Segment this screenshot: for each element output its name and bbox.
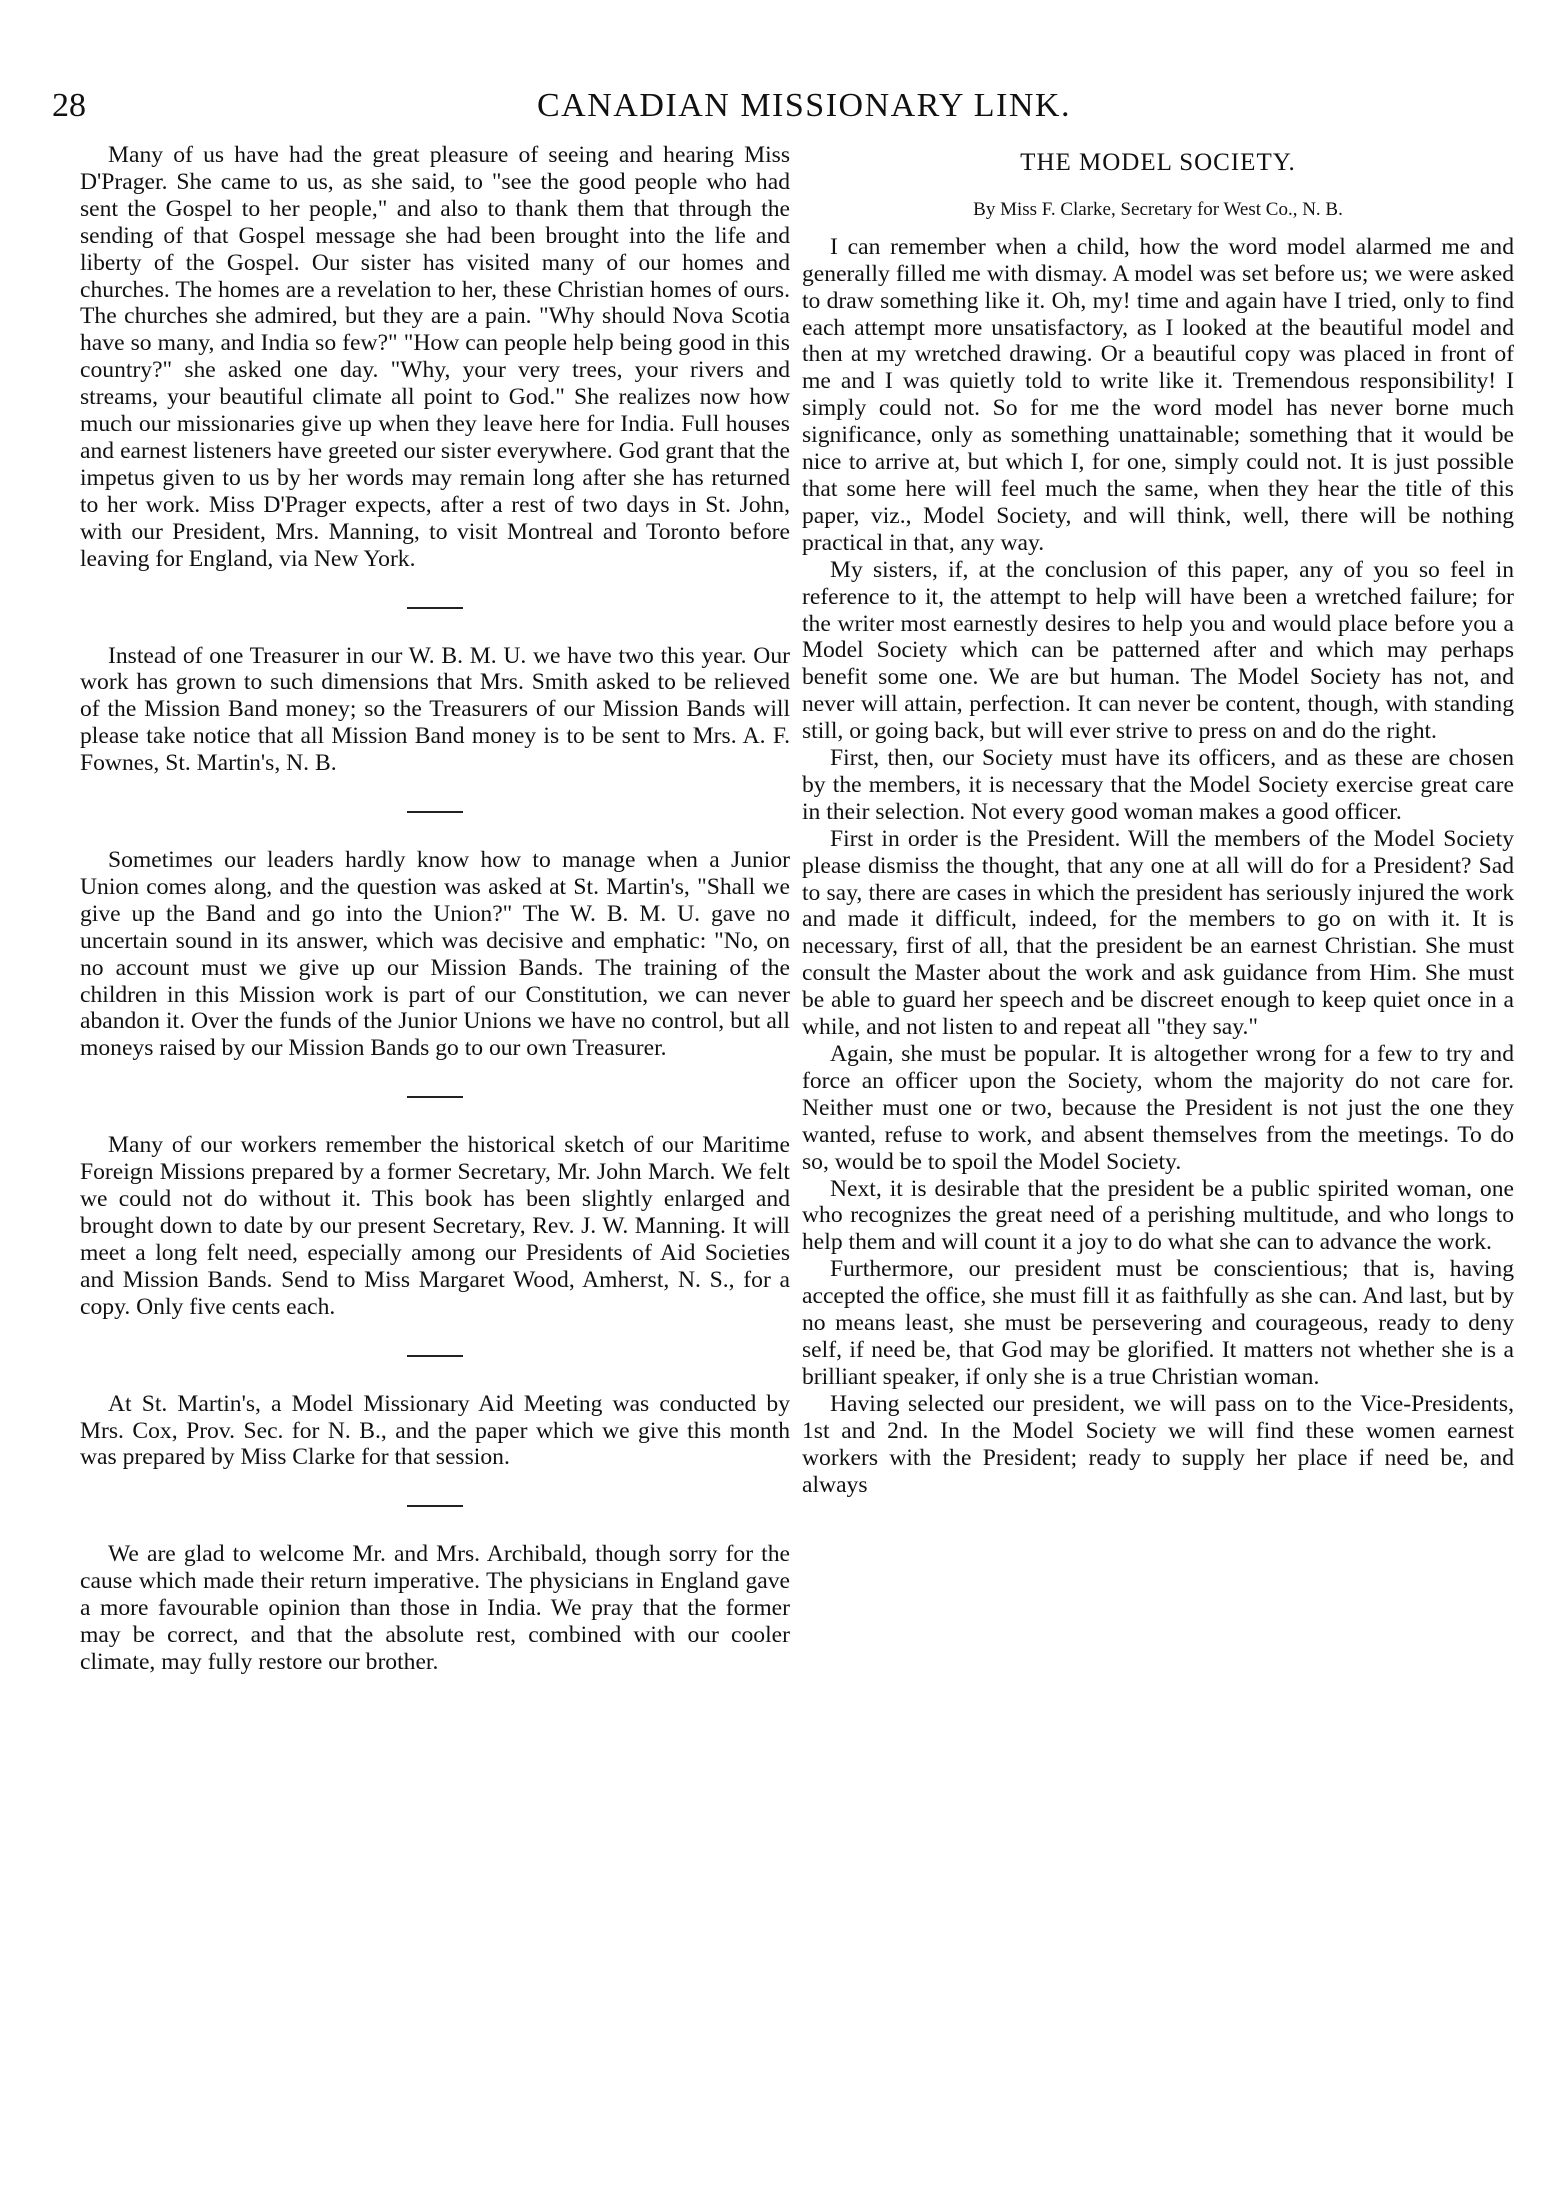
section-divider (407, 607, 463, 609)
page-header (52, 86, 1516, 142)
document-page (52, 86, 1516, 2166)
right-column (802, 142, 1514, 1498)
article-paragraph: Again, she must be popular. It is altogether wrong for a few to try and force an officer upon the Society, whom the majority do not care for. Neither must one or two, because the President is not just the one they wanted, refuse to work, and absent themselves from the meetings. To do so, would be to spoil the Model Society. (802, 1041, 1514, 1175)
article-paragraph: Next, it is desirable that the president be a public spirited woman, one who recognizes the great need of a perishing multitude, and who longs to help them and will count it a joy to do what she can to advance the work. (802, 1175, 1514, 1256)
running-title: CANADIAN MISSIONARY LINK. (537, 87, 1071, 124)
article-paragraph: Having selected our president, we will pass on to the Vice-Presidents, 1st and 2nd. In the Model Society we will find these women earnest workers with the President; ready to supply her place if need be, and always (802, 1390, 1514, 1498)
article-paragraph: I can remember when a child, how the word model alarmed me and generally filled me with dismay. A model was set before us; we were asked to draw something like it. Oh, my! time and again have I tried, only to find each attempt more unsatisfactory, as I looked at the beautiful model and then at my wretched drawing. Or a beautiful copy was placed in front of me and I was quietly told to write like it. Tremendous responsibility! I simply could not. So for me the word model has never borne much significance, only as something unattainable; something that it would be nice to arrive at, but which I, for one, simply could not. It is just possible that some here will feel much the same, when they hear the title of this paper, viz., Model Society, and will think, well, there will be nothing practical in that, any way. (802, 233, 1514, 556)
section-divider (407, 1096, 463, 1098)
news-item: Sometimes our leaders hardly know how to manage when a Junior Union comes along, and the question was asked at St. Martin's, "Shall we give up the Band and go into the Union?" The W. B. M. U. gave no uncertain sound in its answer, which was decisive and emphatic: "No, on no account must we give up our Mission Bands. The training of the children in this Mission work is part of our Constitution, we can never abandon it. Over the funds of the Junior Unions we have no control, but all moneys raised by our Mission Bands go to our own Treasurer. (80, 847, 790, 1062)
section-divider (407, 1505, 463, 1507)
article-title: THE MODEL SOCIETY. (1020, 149, 1296, 176)
section-divider (407, 811, 463, 813)
article-paragraph: First, then, our Society must have its officers, and as these are chosen by the members, it is necessary that the Model Society exercise great care in their selection. Not every good woman makes a good officer. (802, 745, 1514, 825)
article-paragraph: My sisters, if, at the conclusion of this paper, any of you so feel in reference to it, the attempt to help will have been a wretched failure; for the writer most earnestly desires to help you and would place before you a Model Society which can be patterned after and which may perhaps benefit some one. We are but human. The Model Society has not, and never will attain, perfection. It can never be content, though, with standing still, or going back, but will ever strive to press on and do the right. (802, 556, 1514, 745)
news-item: Many of our workers remember the historical sketch of our Maritime Foreign Missions prepared by a former Secretary, Mr. John March. We felt we could not do without it. This book has been slightly enlarged and brought down to date by our present Secretary, Rev. J. W. Manning. It will meet a long felt need, especially among our Presidents of Aid Societies and Mission Bands. Send to Miss Margaret Wood, Amherst, N. S., for a copy. Only five cents each. (80, 1132, 790, 1320)
page-number: 28 (52, 87, 86, 124)
article-paragraph: First in order is the President. Will the members of the Model Society please dismiss the thought, that any one at all will do for a President? Sad to say, there are cases in which the president has seriously injured the work and made it difficult, indeed, for the members to go on with it. It is necessary, first of all, that the president be an earnest Christian. She must consult the Master about the work and ask guidance from Him. She must be able to guard her speech and be discreet enough to keep quiet once in a while, and not listen to and repeat all "they say." (802, 825, 1514, 1041)
text-columns (52, 142, 1516, 2166)
news-item: We are glad to welcome Mr. and Mrs. Archibald, though sorry for the cause which made their return imperative. The physicians in England gave a more favourable opinion than those in India. We pray that the former may be correct, and that the absolute rest, combined with our cooler climate, may fully restore our brother. (80, 1541, 790, 1675)
news-item: Many of us have had the great pleasure of seeing and hearing Miss D'Prager. She came to us, as she said, to "see the good people who had sent the Gospel to her people," and also to thank them that through the sending of that Gospel message she had been brought into the life and liberty of the Gospel. Our sister has visited many of our homes and churches. The homes are a revelation to her, these Christian homes of ours. The churches she admired, but they are a pain. "Why should Nova Scotia have so many, and India so few?" "How can people help being good in this country?" she asked one day. "Why, your very trees, your rivers and streams, your beautiful climate all point to God." She realizes now how much our missionaries give up when they leave here for India. Full houses and earnest listeners have greeted our sister everywhere. God grant that the impetus given to us by her words may remain long after she has returned to her work. Miss D'Prager expects, after a rest of two days in St. John, with our President, Mrs. Manning, to visit Montreal and Toronto before leaving for England, via New York. (80, 142, 790, 572)
news-item: Instead of one Treasurer in our W. B. M. U. we have two this year. Our work has grown to such dimensions that Mrs. Smith asked to be relieved of the Mission Band money; so the Treasurers of our Mission Bands will please take notice that all Mission Band money is to be sent to Mrs. A. F. Fownes, St. Martin's, N. B. (80, 642, 790, 777)
left-column (80, 142, 790, 1676)
article-paragraph: Furthermore, our president must be conscientious; that is, having accepted the office, she must fill it as faithfully as she can. And last, but by no means least, she must be persevering and courageous, ready to deny self, if need be, that God may be glorified. It matters not whether she is a brilliant speaker, if only she is a true Christian woman. (802, 1256, 1514, 1390)
news-item: At St. Martin's, a Model Missionary Aid Meeting was conducted by Mrs. Cox, Prov. Sec. for N. B., and the paper which we give this month was prepared by Miss Clarke for that session. (80, 1390, 790, 1471)
section-divider (407, 1355, 463, 1357)
article-byline: By Miss F. Clarke, Secretary for West Co., N. B. (973, 198, 1343, 220)
